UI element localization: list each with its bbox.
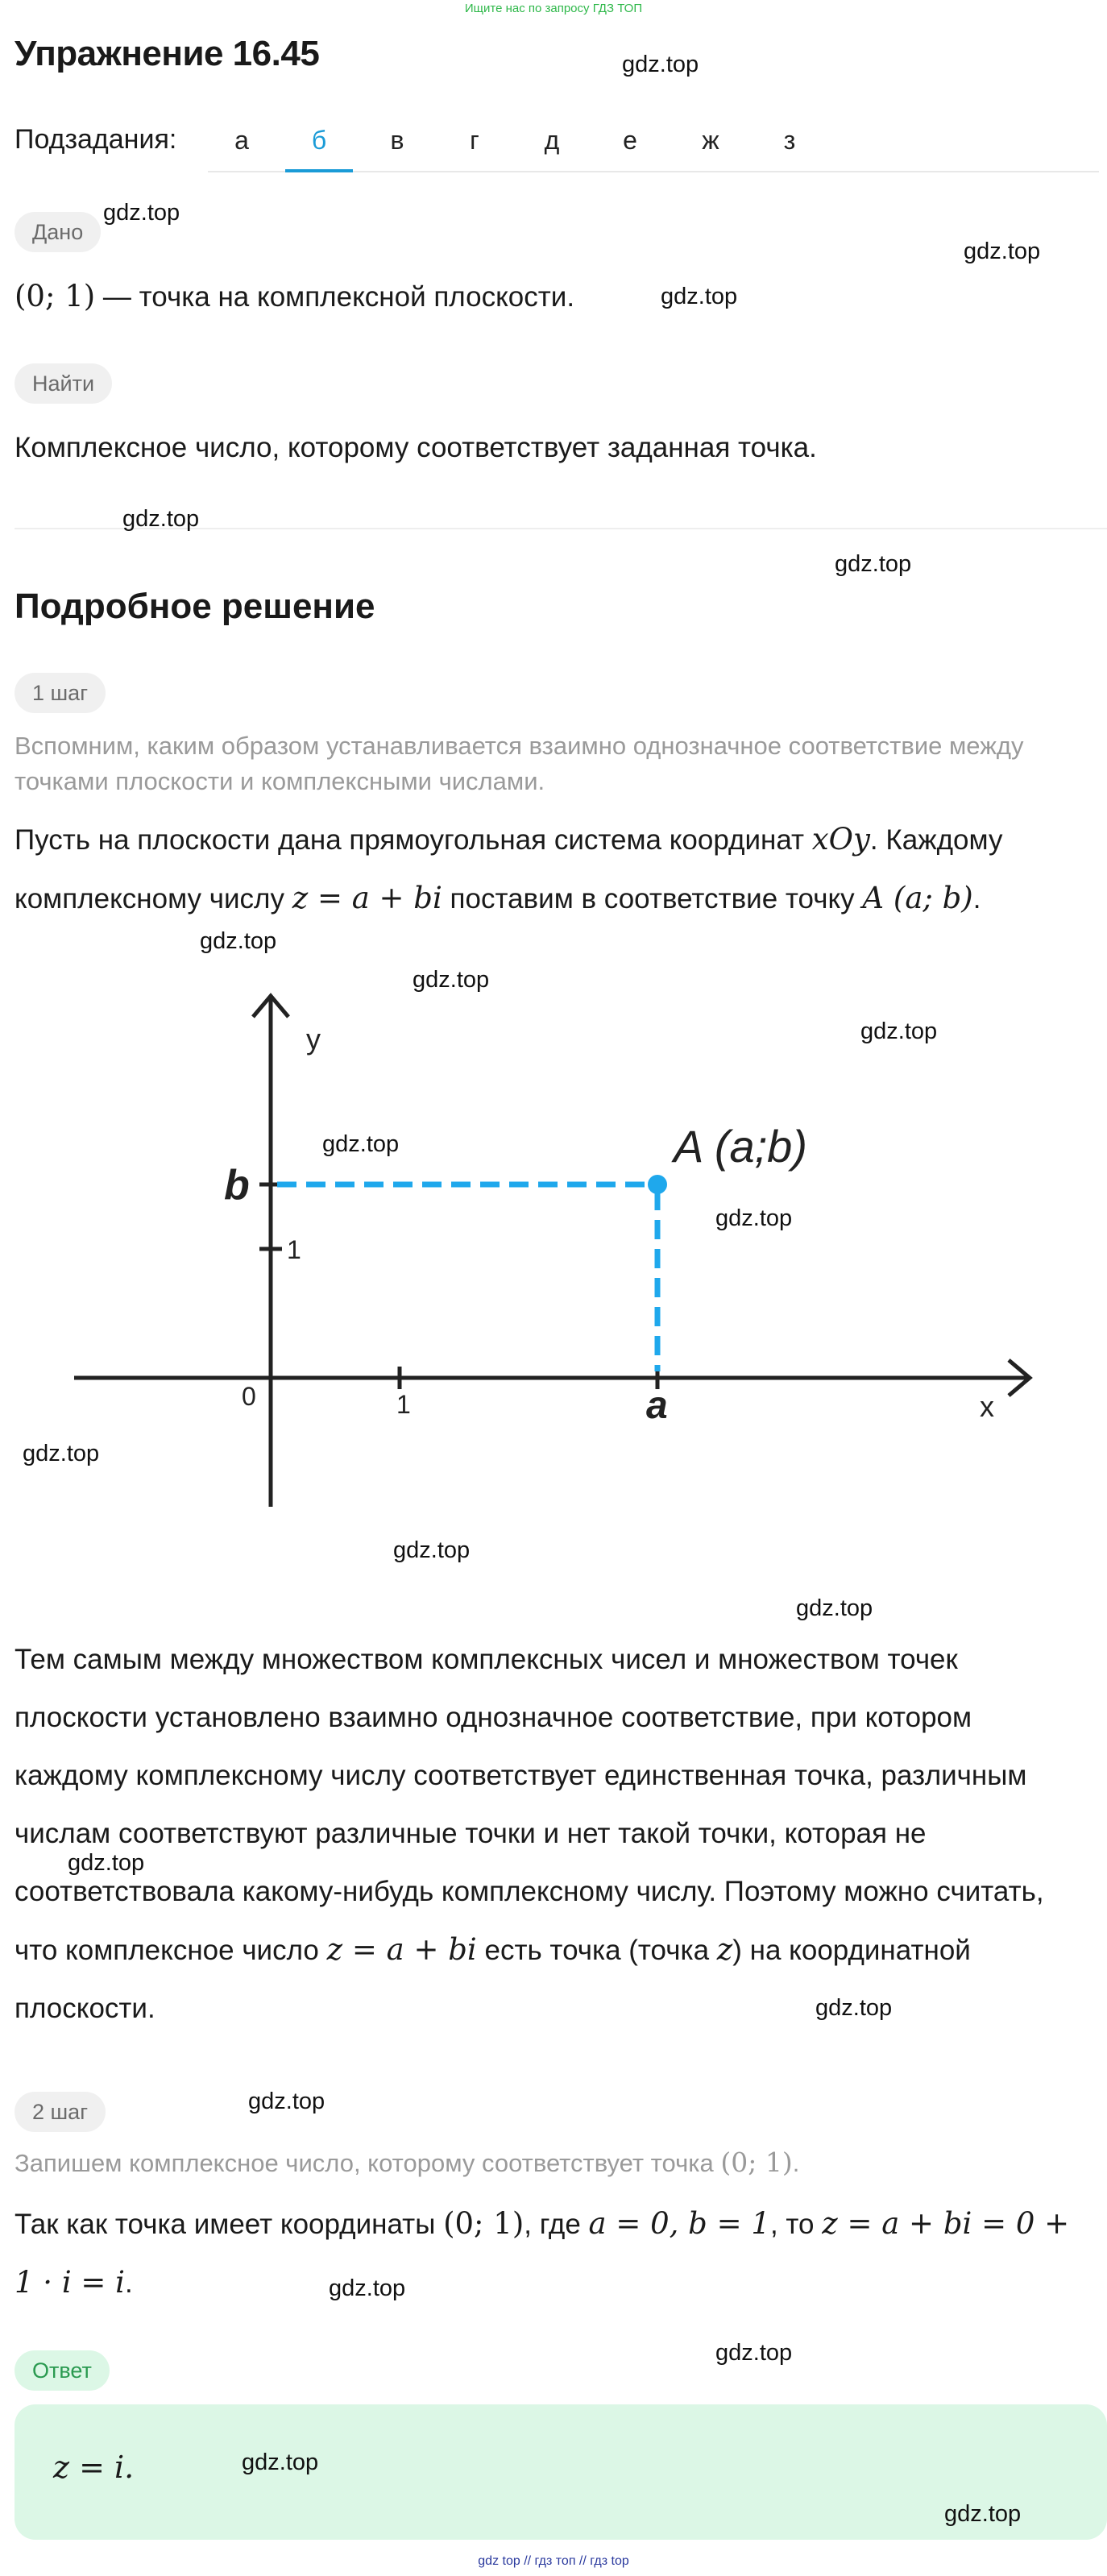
y-tick-1-label: 1 (287, 1235, 301, 1264)
point-a-dot (648, 1175, 667, 1194)
given-badge: Дано (15, 212, 101, 252)
step2-math-z: z = a + bi = 0 + (822, 2206, 1070, 2241)
watermark: gdz.top (23, 1441, 100, 1466)
step1-hint-line1: Вспомним, каким образом устанавливается взаимно однозначное соответствие между (15, 732, 1024, 760)
answer-badge: Ответ (15, 2350, 110, 2391)
watermark: gdz.top (715, 2340, 793, 2366)
step1-p2-line5: соответствовала какому-нибудь комплексному числу. Поэтому можно считать, (15, 1876, 1044, 1907)
watermark: gdz.top (122, 506, 200, 532)
step1-p2-line1: Тем самым между множеством комплексных чисел и множеством точек (15, 1644, 958, 1675)
step1-paragraph1 (15, 811, 1102, 928)
step2-paragraph (15, 2195, 1107, 2313)
step2-line1 (15, 2195, 1107, 2254)
step2-badge: 2 шаг (15, 2092, 106, 2132)
step1-p2-line3: каждому комплексному числу соответствует единственная точка, различным (15, 1760, 1027, 1791)
given-badge-wrap (15, 212, 101, 252)
step1-p2-math-zpoint: z (716, 1932, 733, 1967)
x-tick-1-label: 1 (396, 1390, 411, 1419)
step1-hint-line2: точками плоскости и комплексными числами. (15, 767, 545, 795)
watermark: gdz.top (329, 2275, 406, 2301)
tab-g[interactable]: г (470, 126, 479, 155)
watermark: gdz.top (248, 2089, 325, 2114)
step2-text-a: Так как точка имеет координаты (15, 2209, 444, 2240)
watermark: gdz.top (622, 52, 699, 77)
b-label: b (224, 1162, 250, 1209)
tab-v[interactable]: в (390, 126, 404, 155)
tab-e[interactable]: е (623, 126, 637, 155)
tab-a[interactable]: а (234, 126, 249, 155)
step1-p1-line2 (15, 869, 1102, 928)
watermark: gdz.top (715, 1205, 793, 1231)
step2-math-coords: a = 0, b = 1 (588, 2206, 770, 2241)
step2-hint (15, 2145, 799, 2181)
step2-line2 (15, 2254, 1107, 2313)
step2-text-c: , то (769, 2209, 823, 2240)
watermark: gdz.top (322, 1131, 400, 1157)
origin-label: 0 (242, 1382, 256, 1411)
a-label: a (646, 1384, 668, 1427)
watermark: gdz.top (835, 551, 912, 577)
page-title: Упражнение 16.45 (15, 34, 320, 73)
solution-title: Подробное решение (15, 587, 375, 626)
given-description: — точка на комплексной плоскости. (95, 281, 575, 313)
y-axis-label: y (306, 1023, 321, 1056)
step2-hint-text: Запишем комплексное число, которому соответствует точка (15, 2149, 721, 2177)
answer-math: z = i. (53, 2449, 135, 2485)
step1-p1-math-point: A (a; b) (862, 881, 973, 915)
step1-p2-math-z: z = a + bi (326, 1932, 477, 1967)
watermark: gdz.top (200, 928, 277, 954)
step1-p1-text-d: поставим в соответствие точку (442, 883, 863, 915)
step1-p2-line6 (15, 1921, 1107, 1980)
step2-math-point: (0; 1) (443, 2206, 524, 2241)
step1-p2-line7: плоскости. (15, 1993, 155, 2024)
step2-math-result: 1 · i = i (15, 2265, 126, 2300)
top-banner: Ищите нас по запросу ГДЗ ТОП (464, 2, 643, 15)
step1-hint (15, 728, 1024, 799)
step2-badge-wrap (15, 2092, 106, 2132)
step2-text-dot: . (125, 2267, 133, 2299)
find-text: Комплексное число, которому соответствует заданная точка. (15, 432, 817, 463)
step2-text-b: , где (524, 2209, 589, 2240)
step1-paragraph2 (15, 1631, 1107, 2038)
find-badge-wrap (15, 363, 112, 404)
watermark: gdz.top (860, 1018, 938, 1044)
step2-hint-math: (0; 1) (720, 2147, 793, 2178)
watermark: gdz.top (944, 2501, 1022, 2527)
watermark: gdz.top (413, 967, 490, 993)
watermark: gdz.top (68, 1850, 145, 1876)
answer-box (15, 2404, 1107, 2540)
given-point-math: (0; 1) (15, 279, 96, 313)
step1-p1-math-z: z = a + bi (292, 881, 442, 915)
watermark: gdz.top (242, 2449, 319, 2475)
step1-p1-math-xoy: xOy (811, 822, 870, 857)
step1-p2-line4: числам соответствуют различные точки и нет такой точки, которая не (15, 1818, 927, 1849)
tab-z[interactable]: з (783, 126, 796, 155)
x-axis-label: x (980, 1390, 994, 1423)
step1-p1-line1 (15, 811, 1102, 869)
given-text (15, 268, 574, 326)
tab-zh[interactable]: ж (702, 126, 719, 155)
tab-d[interactable]: д (544, 126, 560, 155)
step2-hint-dot: . (792, 2149, 800, 2177)
answer-badge-wrap (15, 2350, 110, 2391)
step1-p2-text-a: что комплексное число (15, 1935, 327, 1966)
watermark: gdz.top (815, 1995, 893, 2021)
step1-p1-text-a: Пусть на плоскости дана прямоугольная система координат (15, 824, 812, 856)
step1-badge-wrap (15, 673, 106, 713)
step1-p1-text-e: . (972, 883, 981, 915)
watermark: gdz.top (796, 1595, 873, 1621)
step1-p2-line2: плоскости установлено взаимно однозначное соответствие, при котором (15, 1702, 972, 1733)
step1-p2-text-b: есть точка (точка (476, 1935, 717, 1966)
point-label: A (a;b) (674, 1121, 807, 1172)
watermark: gdz.top (964, 239, 1041, 264)
step1-badge: 1 шаг (15, 673, 106, 713)
watermark: gdz.top (103, 200, 180, 226)
coordinate-plane-figure (0, 943, 1107, 1523)
watermark: gdz.top (661, 284, 738, 309)
footer-links[interactable]: gdz top // гдз топ // гдз top (478, 2554, 629, 2568)
subtasks-tabbar (208, 113, 1099, 172)
subtasks-label: Подзадания: (15, 124, 177, 155)
step1-p1-text-b: . Каждому (869, 824, 1003, 856)
watermark: gdz.top (393, 1537, 471, 1563)
find-badge: Найти (15, 363, 112, 404)
step1-p1-text-c: комплексному числу (15, 883, 292, 915)
step1-p2-text-c: ) на координатной (732, 1935, 971, 1966)
tab-b[interactable]: б (285, 113, 353, 172)
